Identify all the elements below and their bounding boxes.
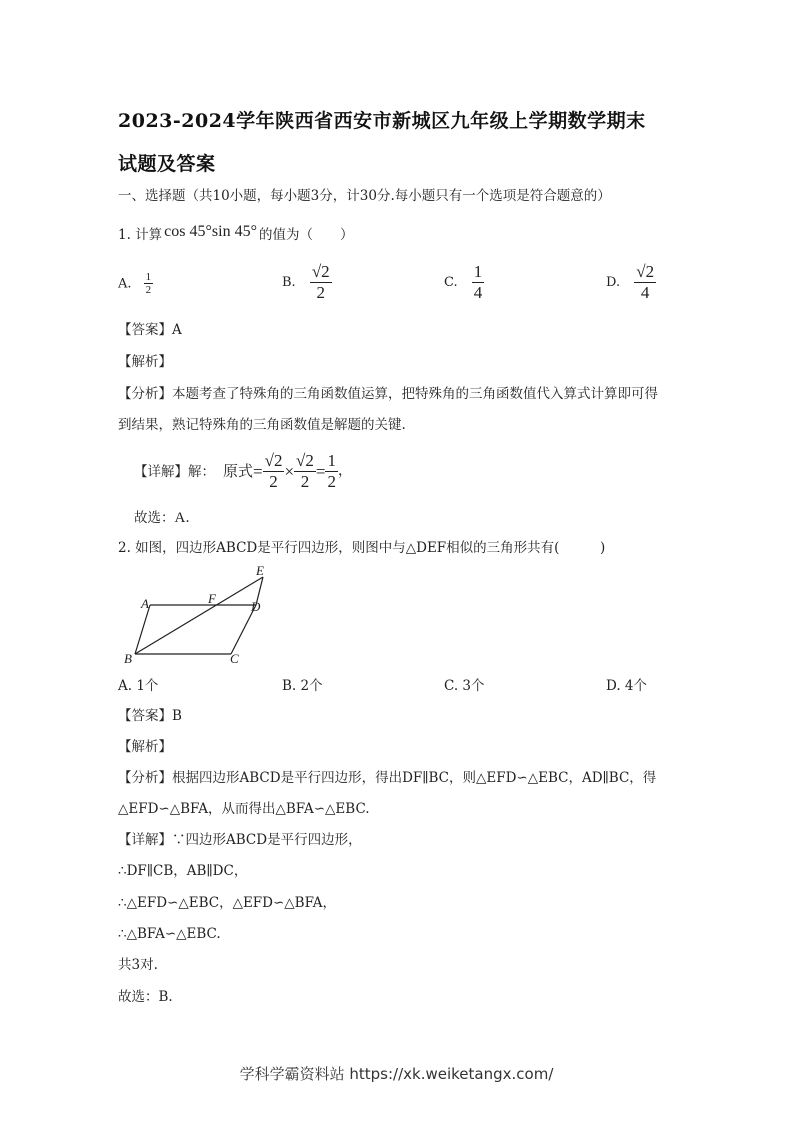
q1-option-d-fraction (634, 263, 656, 302)
figure-label-a: A (141, 596, 149, 611)
q1-expression: cos 45°sin 45° (164, 223, 257, 240)
q1-suffix: 的值为（ ） (258, 227, 354, 243)
q1-option-d-den: 4 (640, 282, 650, 302)
q1-detail-frac2-den: 2 (300, 471, 310, 491)
q2-stem: 2. 如图，四边形ABCD是平行四边形，则图中与△DEF相似的三角形共有( ) (118, 540, 606, 556)
q1-detail-frac1-den: 2 (269, 471, 278, 491)
page-title-line1: 2023-2024学年陕西省西安市新城区九年级上学期数学期末 (118, 110, 646, 132)
q2-answer: 【答案】B (118, 708, 182, 724)
q1-jiexi: 【解析】 (118, 354, 172, 370)
q2-option-c: C. 3个 (444, 678, 485, 694)
figure-label-b: B (124, 651, 132, 666)
q2-analysis-line1: 【分析】根据四边形ABCD是平行四边形，得出DF∥BC，则△EFD∽△EBC，AD∥BC，得 (118, 770, 657, 786)
q1-detail-times: × (284, 461, 295, 481)
q1-choose-letter: A (174, 510, 186, 526)
q1-detail-frac3-num: 1 (327, 451, 336, 470)
q1-option-c-den: 4 (473, 282, 483, 302)
section-heading: 一、选择题（共10小题，每小题3分，计30分.每小题只有一个选项是符合题意的） (118, 188, 611, 204)
q2-option-d: D. 4个 (606, 678, 648, 694)
figure-label-e: E (256, 563, 264, 578)
q1-option-c-fraction (472, 263, 485, 302)
page-title-line2: 试题及答案 (118, 153, 216, 175)
q1-option-b-fraction (310, 263, 332, 302)
q1-detail-label: 【详解】解： (134, 463, 215, 480)
q2-analysis-line2: △EFD∽△BFA，从而得出△BFA∽△EBC. (118, 801, 370, 817)
q1-stem (118, 223, 354, 244)
q1-detail-frac1-num: √2 (264, 451, 283, 470)
q1-option-c-num: 1 (473, 262, 483, 281)
q1-detail-eq2: = (315, 461, 326, 481)
q1-option-c (444, 263, 484, 302)
q1-option-b-num: √2 (311, 262, 330, 281)
q1-choose-prefix: 故选： (134, 510, 175, 526)
q1-option-b-den: 2 (316, 282, 325, 302)
q1-choose-suffix: . (185, 510, 190, 526)
q1-detail-frac2 (294, 452, 316, 491)
q1-analysis-line2: 到结果，熟记特殊角的三角函数值是解题的关键. (118, 417, 406, 433)
footer-source: 学科学霸资料站 https://xk.weiketangx.com/ (239, 1065, 554, 1083)
figure-label-f: F (208, 591, 216, 606)
figure-label-d: D (251, 599, 261, 614)
q1-analysis-line1: 【分析】本题考查了特殊角的三角函数值运算，把特殊角的三角函数值代入算式计算即可得 (118, 386, 658, 402)
q2-detail-line5: 共3对. (118, 957, 158, 973)
q2-detail-line3: ∴△EFD∽△EBC，△EFD∽△BFA， (118, 895, 337, 911)
q1-prefix: 1. 计算 (118, 227, 163, 243)
q1-option-d-num: √2 (636, 262, 655, 281)
q2-detail-line1: 【详解】∵四边形ABCD是平行四边形， (118, 832, 362, 848)
q1-option-a-fraction (144, 271, 154, 297)
q2-detail-line2: ∴DF∥CB，AB∥DC， (118, 863, 248, 879)
q1-detail-tail: ， (337, 463, 352, 479)
q1-detail-frac1 (263, 452, 285, 491)
q1-detail-eq1: = (253, 461, 263, 481)
q1-option-a-num: 1 (145, 271, 152, 283)
q1-choose (134, 509, 190, 527)
q1-option-a (118, 271, 153, 297)
figure-label-c: C (230, 651, 239, 666)
q1-detail-frac2-num: √2 (296, 451, 314, 470)
q2-detail-line4: ∴△BFA∽△EBC. (118, 926, 221, 942)
q1-option-a-den: 2 (145, 284, 152, 297)
q1-detail-frac3 (325, 452, 338, 491)
q1-option-c-label: C. (444, 275, 458, 291)
q2-option-b: B. 2个 (282, 678, 323, 694)
q1-answer: 【答案】A (118, 322, 182, 338)
q2-option-a: A. 1个 (118, 678, 159, 694)
q2-jiexi: 【解析】 (118, 739, 172, 755)
q2-figure (118, 560, 278, 672)
q1-detail-frac3-den: 2 (327, 471, 336, 491)
q1-option-d-label: D. (606, 275, 621, 291)
q1-detail-lhs: 原式 (223, 463, 254, 480)
q1-option-a-label: A. (118, 276, 132, 292)
q1-option-d (606, 263, 656, 302)
q2-detail-line6: 故选：B. (118, 989, 173, 1005)
q1-option-b (282, 263, 332, 302)
q1-option-b-label: B. (282, 275, 296, 291)
q1-detail (134, 452, 352, 491)
figure-line-be (135, 577, 263, 654)
